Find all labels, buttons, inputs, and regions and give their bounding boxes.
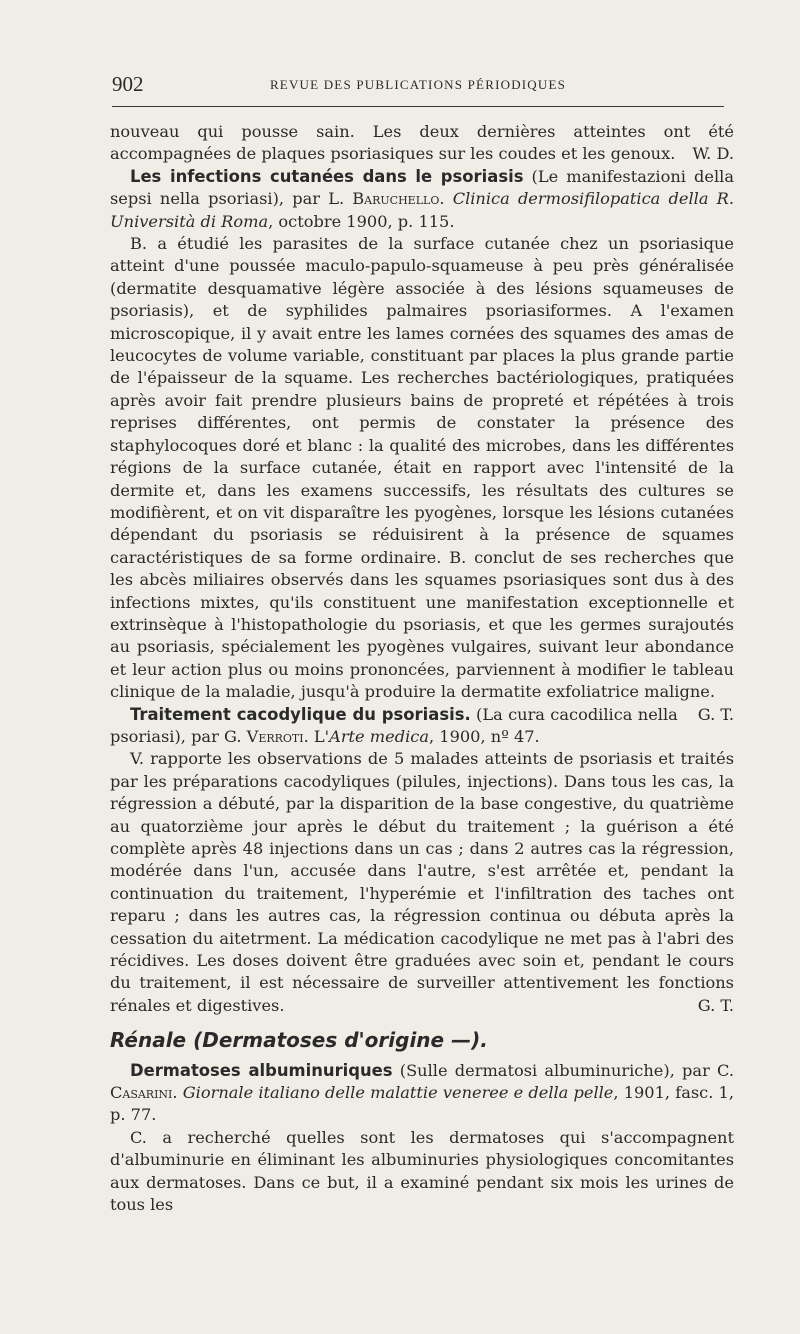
article-title: Dermatoses albuminuriques: [130, 1060, 393, 1080]
running-title: REVUE DES PUBLICATIONS PÉRIODIQUES: [269, 77, 567, 92]
signature: G. T.: [697, 704, 734, 724]
page-number: 902: [112, 72, 144, 96]
journal-name: Arte medica: [329, 726, 429, 746]
article-heading: Les infections cutanées dans le psoriasis (Le manifestazioni della sepsi nella psoriasi), par L. Baruchello. Clinica dermosifilopatica della R. Università di Roma, octobre 1900, p. 115.: [110, 166, 734, 231]
article-heading: Dermatoses albuminuriques (Sulle dermatosi albuminuriche), par C. Casarini. Giornale italiano delle malattie veneree e della pelle, 1901, fasc. 1, p. 77.: [110, 1060, 734, 1125]
author-name: Verroti: [246, 726, 304, 746]
article-heading: Traitement cacodylique du psoriasis. (La cura cacodilica nella psoriasi), par G. Verroti. L'Arte medica, 1900, nº 47.: [110, 704, 678, 746]
journal-name: Giornale italiano delle malattie veneree e della pelle: [182, 1083, 614, 1103]
article-title: Les infections cutanées dans le psoriasis: [130, 166, 524, 186]
author-name: Casarini: [110, 1083, 173, 1103]
page-body: [110, 121, 734, 1217]
author-name: Baruchello: [352, 189, 440, 209]
article-title: Traitement cacodylique du psoriasis.: [130, 704, 471, 724]
article-body: C. a recherché quelles sont les dermatoses qui s'accompagnent d'albuminurie en éliminant les albuminuries physiologiques concomitantes aux dermatoses. Dans ce but, il a examiné pendant six mois les urines de tous les: [110, 1127, 734, 1215]
article-body: B. a étudié les parasites de la surface cutanée chez un psoriasique atteint d'une poussée maculo-papulo-squameuse à peu près généralisée (dermatite desquamative légère associée à des lésions squameuses de psoriasis), et de syphilides palmaires psoriasiformes. A l'examen microscopique, il y avait entre les lames cornées des squames des amas de leucocytes de volume variable, constituant par places la plus grande partie de l'épaisseur de la squame. Les recherches bactériologiques, pratiquées après avoir fait prendre plusieurs bains de propreté et répétées à trois reprises différentes, ont permis de constater la présence des staphylocoques doré et blanc : la qualité des microbes, dans les différentes régions de la surface cutanée, était en rapport avec l'intensité de la dermite et, dans les examens successifs, les résultats des cultures se modifièrent, et on vit disparaître les pyogènes, lorsque les lésions cutanées dépendant du psoriasis se réduisirent à la présence de squames caractéristiques de sa forme ordinaire. B. conclut de ses recherches que les abcès miliaires observés dans les squames psoriasiques sont dus à des infections mixtes, qu'ils constituent une manifestation exceptionnelle et extrinsèque à l'histopathologie du psoriasis, et que les germes surajoutés au psoriasis, spécialement les pyogènes vulgaires, suivant leur abondance et leur action plus ou moins prononcées, parviennent à modifier le tableau clinique de la maladie, jusqu'à produire la dermatite exfoliatrice maligne. G. T.: [110, 233, 734, 704]
page-header: [112, 72, 724, 102]
journal-name: Clinica dermosifilopatica della R. Università di Roma: [110, 189, 734, 231]
article-body: V. rapporte les observations de 5 malades atteints de psoriasis et traités par les préparations cacodyliques (pilules, injections). Dans tous les cas, la régression a débuté, par la disparition de la base congestive, du quatrième au quatorzième jour après le début du traitement ; la guérison a été complète après 48 injections dans un cas ; dans 2 autres cas la régression, modérée dans l'un, accusée dans l'autre, s'est arrêtée et, pendant la continuation du traitement, l'hyperémie et l'infiltration des taches ont reparu ; dans les autres cas, la régression continua ou débuta après la cessation du aitetrment. La médication cacodylique ne met pas à l'abri des récidives. Les doses doivent être graduées avec soin et, pendant le cours du traitement, il est nécessaire de surveiller attentivement les fonctions rénales et digestives. G. T.: [110, 748, 734, 1017]
header-rule: [112, 106, 724, 107]
paragraph-continuation: nouveau qui pousse sain. Les deux dernières atteintes ont été accompagnées de plaques psoriasiques sur les coudes et les genoux. W. D.: [110, 121, 734, 166]
signature: W. D.: [692, 144, 734, 164]
signature: G. T.: [697, 995, 734, 1015]
section-heading: Rénale (Dermatoses d'origine —).: [110, 1028, 488, 1053]
